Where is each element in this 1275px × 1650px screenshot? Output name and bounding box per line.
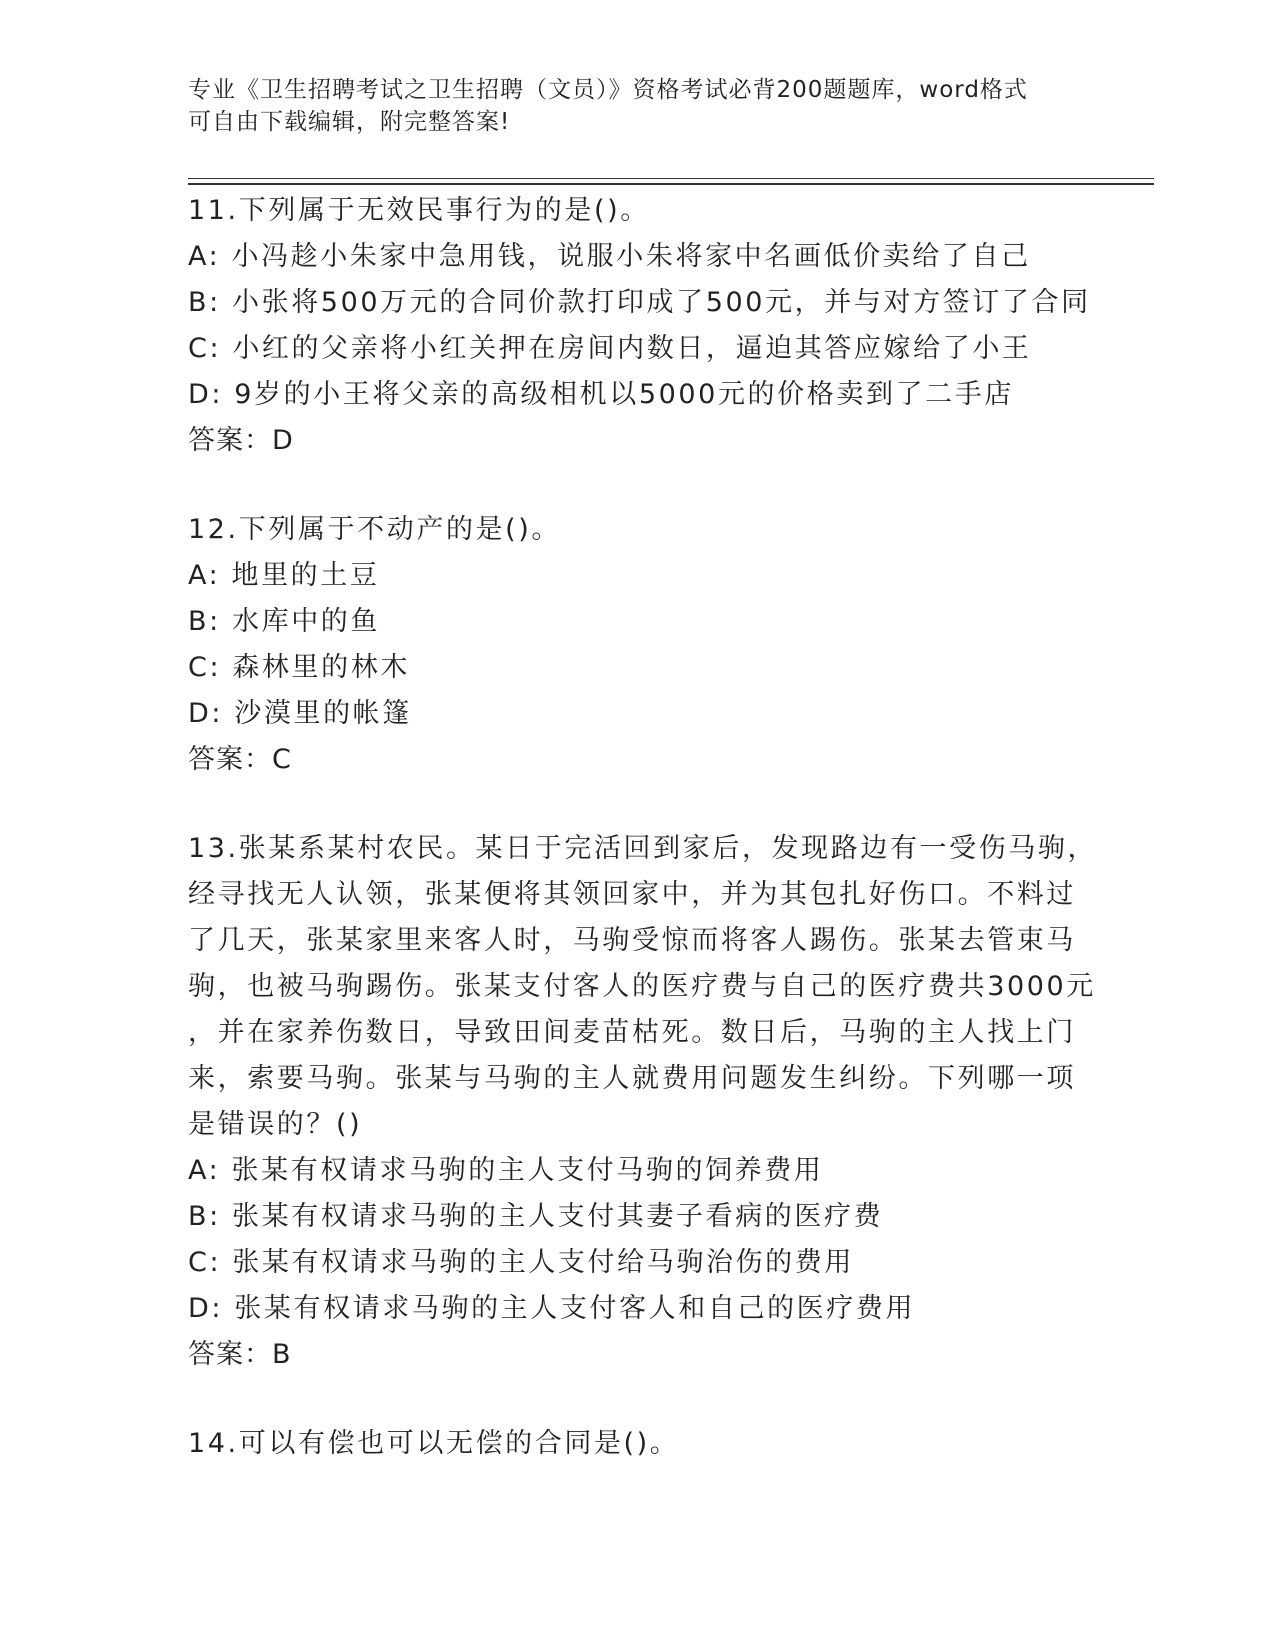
option-b: B: 张某有权请求马驹的主人支付其妻子看病的医疗费: [188, 1201, 884, 1232]
header-line: 专业《卫生招聘考试之卫生招聘（文员）》资格考试必背200题题库，word格式: [188, 77, 1028, 103]
question-stem-line: 来，索要马驹。张某与马驹的主人就费用问题发生纠纷。下列哪一项: [188, 1063, 1076, 1094]
option-a: A: 小冯趁小朱家中急用钱，说服小朱将家中名画低价卖给了自己: [188, 241, 1031, 272]
question-13: [188, 826, 1098, 1378]
question-spacer: [188, 464, 1088, 507]
option-c: C: 小红的父亲将小红关押在房间内数日，逼迫其答应嫁给了小王: [188, 333, 1032, 364]
option-a: A: 地里的土豆: [188, 560, 380, 591]
option-d: D: 9岁的小王将父亲的高级相机以5000元的价格卖到了二手店: [188, 379, 1014, 410]
answer-line: 答案：C: [188, 744, 292, 775]
option-b: B: 小张将500万元的合同价款打印成了500元，并与对方签订了合同: [188, 287, 1091, 318]
question-14: [188, 1421, 1088, 1467]
answer-line: 答案：D: [188, 425, 294, 456]
question-stem-line: 11.下列属于无效民事行为的是()。: [188, 195, 650, 226]
option-d: D: 张某有权请求马驹的主人支付客人和自己的医疗费用: [188, 1293, 916, 1324]
document-header: [188, 74, 1068, 138]
question-stem-line: 经寻找无人认领，张某便将其领回家中，并为其包扎好伤口。不料过: [188, 879, 1076, 910]
option-c: C: 森林里的林木: [188, 652, 410, 683]
question-stem-line: 13.张某系某村农民。某日于完活回到家后，发现路边有一受伤马驹，: [188, 833, 1098, 864]
question-stem: [188, 826, 1098, 1148]
header-divider-thick: [188, 183, 1154, 185]
question-stem-line: 是错误的？(): [188, 1109, 363, 1140]
option-b: B: 水库中的鱼: [188, 606, 381, 637]
question-stem: [188, 188, 1088, 234]
question-spacer: [188, 1378, 1088, 1421]
question-stem: [188, 507, 1088, 553]
question-stem-line: 14.可以有偿也可以无偿的合同是()。: [188, 1428, 680, 1459]
question-12: [188, 507, 1088, 783]
option-d: D: 沙漠里的帐篷: [188, 698, 412, 729]
question-11: [188, 188, 1091, 464]
question-stem-line: 了几天，张某家里来客人时，马驹受惊而将客人踢伤。张某去管束马: [188, 925, 1076, 956]
option-c: C: 张某有权请求马驹的主人支付给马驹治伤的费用: [188, 1247, 854, 1278]
question-list: [188, 188, 1098, 1467]
header-line: 可自由下载编辑，附完整答案!: [188, 109, 511, 135]
answer-line: 答案：B: [188, 1339, 292, 1370]
question-stem-line: ，并在家养伤数日，导致田间麦苗枯死。数日后，马驹的主人找上门: [188, 1017, 1076, 1048]
question-spacer: [188, 783, 1088, 826]
question-stem-line: 12.下列属于不动产的是()。: [188, 514, 562, 545]
header-divider-thin: [188, 178, 1154, 179]
option-a: A: 张某有权请求马驹的主人支付马驹的饲养费用: [188, 1155, 824, 1186]
question-stem-line: 驹，也被马驹踢伤。张某支付客人的医疗费与自己的医疗费共3000元: [188, 971, 1096, 1002]
question-stem: [188, 1421, 1088, 1467]
